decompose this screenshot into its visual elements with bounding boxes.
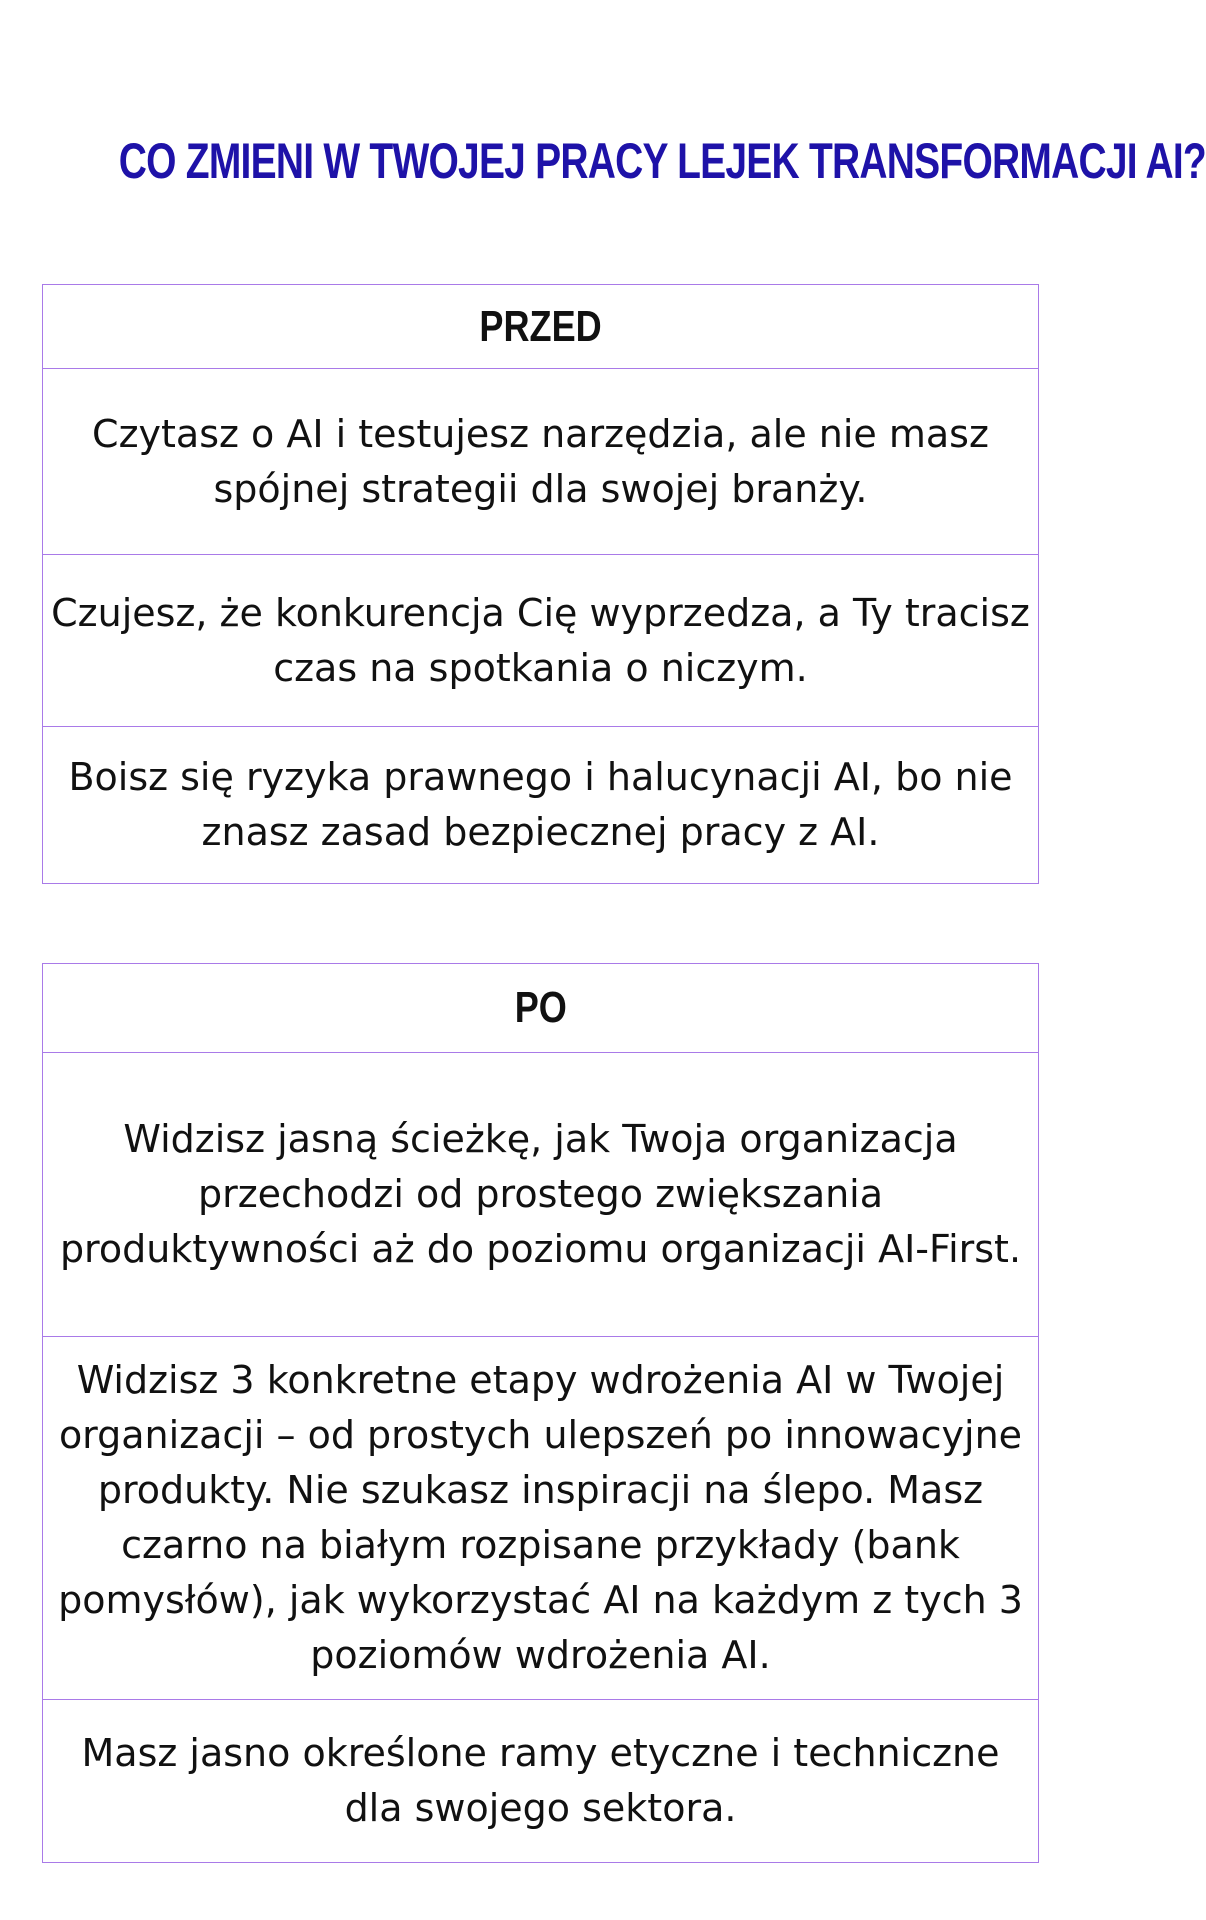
after-item-3: Masz jasno określone ramy etyczne i techniczne dla swojego sektora. [81,1731,1000,1830]
before-item-2: Czujesz, że konkurencja Cię wyprzedza, a Ty tracisz czas na spotkania o niczym. [43,555,1038,727]
after-card-header [43,964,1038,1053]
after-item-1: Widzisz jasną ścieżkę, jak Twoja organizacja przechodzi od prostego zwiększania produktywności aż do poziomu organizacji AI-First. [43,1053,1038,1337]
page-title: CO ZMIENI W TWOJEJ PRACY LEJEK TRANSFORMACJI AI? [118,133,1206,189]
before-heading: PRZED [479,301,602,351]
before-card-header [43,285,1038,369]
before-card [42,284,1039,884]
before-item-3: Boisz się ryzyka prawnego i halucynacji AI, bo nie znasz zasad bezpiecznej pracy z AI. [68,755,1013,854]
before-item-1: Czytasz o AI i testujesz narzędzia, ale nie masz spójnej strategii dla swojej branży. [43,369,1038,555]
after-heading: PO [514,983,567,1032]
after-item-2: Widzisz 3 konkretne etapy wdrożenia AI w Twojej organizacji – od prostych ulepszeń po innowacyjne produkty. Nie szukasz inspiracji na ślepo. Masz czarno na białym rozpisane przykłady (bank pomysłów), jak wykorzystać AI na każdym z tych 3 poziomów wdrożenia AI. [43,1337,1038,1700]
after-card [42,963,1039,1863]
